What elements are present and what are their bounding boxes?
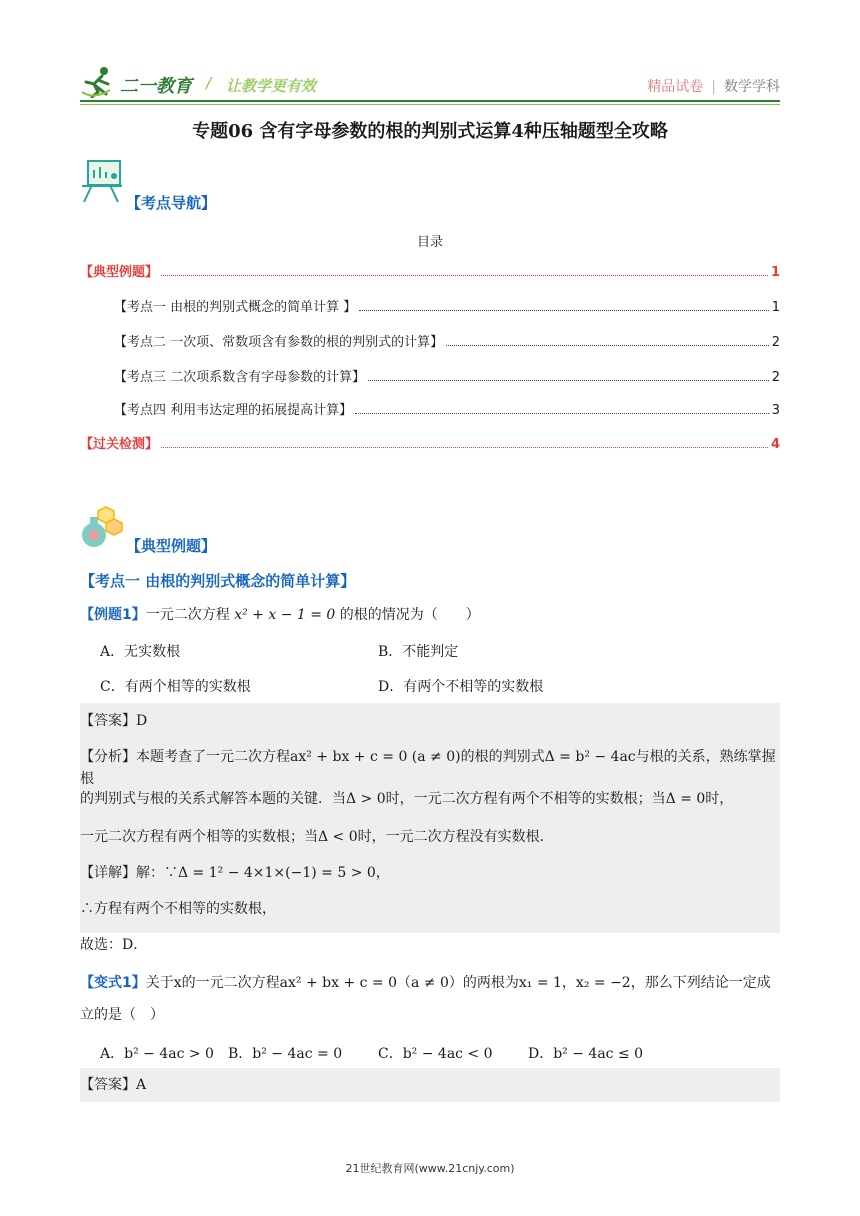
page-footer: 21世纪教育网(www.21cnjy.com)	[345, 1162, 515, 1175]
detail-tag: 【详解】	[80, 865, 136, 881]
toc-page: 2	[771, 370, 780, 385]
variant-1-stem-text: 关于x的一元二次方程ax² + bx + c = 0（a ≠ 0）的两根为x₁ = 1，x₂ = −2，那么下列结论一定成	[145, 975, 771, 991]
toc-row-point-3[interactable]	[80, 365, 780, 385]
header-tag-subject: 数学学科	[724, 79, 780, 95]
example-1-analysis-2: 的判别式与根的关系式解答本题的关键．当Δ > 0时，一元二次方程有两个不相等的实数根；当Δ = 0时，	[80, 791, 734, 807]
example-1-equation: x² + x − 1 = 0	[234, 607, 336, 623]
example-1-detail-3: 故选：D．	[80, 937, 148, 953]
toc-label: 【考点三 二次项系数含有字母参数的计算】	[114, 370, 366, 385]
example-1-answer: 【答案】D	[80, 713, 148, 729]
brand-name: 二一教育	[120, 76, 192, 97]
toc-label: 【考点一 由根的判别式概念的简单计算 】	[114, 300, 357, 315]
brand-slogan: 让教学更有效	[226, 77, 317, 95]
example-1-option-a[interactable]: A．无实数根	[100, 644, 181, 660]
example-1-stem	[80, 604, 780, 626]
toc-label: 【考点二 一次项、常数项含有参数的根的判别式的计算】	[114, 335, 444, 350]
toc-row-point-2[interactable]	[80, 330, 780, 350]
analysis-tag: 【分析】	[80, 749, 136, 765]
variant-1-answer: 【答案】A	[80, 1077, 147, 1093]
toc-row-point-4[interactable]	[80, 398, 780, 418]
toc-page: 2	[771, 335, 780, 350]
variant-1-option-c[interactable]: C．b² − 4ac < 0	[378, 1046, 493, 1062]
example-1-stem-b: 的根的情况为（ ）	[339, 607, 480, 623]
analysis-text-1: 本题考查了一元二次方程ax² + bx + c = 0 (a ≠ 0)的根的判别式Δ = b² − 4ac与根的关系，熟练掌握根	[80, 749, 776, 787]
example-1-stem-a: 一元二次方程	[145, 607, 230, 623]
variant-1-stem-2: 立的是（ ）	[80, 1007, 164, 1023]
header-rule-thin	[80, 104, 780, 105]
toc-row-point-1[interactable]	[80, 295, 780, 315]
runner-logo-icon	[80, 66, 116, 98]
toc-page: 1	[770, 265, 780, 280]
toc-page: 3	[771, 403, 780, 418]
toc-leader	[355, 413, 769, 414]
toc-label: 【考点四 利用韦达定理的拓展提高计算】	[114, 403, 353, 418]
variant-1-tag: 【变式1】	[80, 975, 146, 991]
toc-title: 目录	[416, 235, 443, 250]
toc-leader	[446, 345, 769, 346]
toc-label: 【典型例题】	[80, 265, 159, 280]
presentation-board-icon	[80, 158, 124, 202]
header-rule	[80, 100, 780, 102]
examples-heading: 【典型例题】	[126, 537, 217, 555]
example-1-option-d[interactable]: D．有两个不相等的实数根	[378, 679, 544, 695]
flask-icon	[80, 505, 124, 549]
toc-leader	[359, 310, 768, 311]
toc-row-check[interactable]	[80, 432, 780, 452]
example-1-analysis-3: 一元二次方程有两个相等的实数根；当Δ < 0时，一元二次方程没有实数根．	[80, 829, 554, 845]
example-1-option-c[interactable]: C．有两个相等的实数根	[100, 679, 251, 695]
example-1-detail-1	[80, 862, 780, 884]
brand-slash: /	[206, 74, 212, 92]
header-right	[647, 76, 780, 96]
point-1-heading: 【考点一 由根的判别式概念的简单计算】	[80, 572, 356, 590]
toc-row-examples[interactable]	[80, 260, 780, 280]
toc-label: 【过关检测】	[80, 437, 159, 452]
nav-heading: 【考点导航】	[126, 194, 217, 212]
variant-1-option-d[interactable]: D．b² − 4ac ≤ 0	[528, 1046, 644, 1062]
header-separator: |	[711, 79, 716, 95]
example-1-tag: 【例题1】	[80, 607, 146, 623]
toc-leader	[161, 447, 768, 448]
example-1-option-b[interactable]: B．不能判定	[378, 644, 459, 660]
variant-1-option-a[interactable]: A．b² − 4ac > 0	[100, 1046, 214, 1062]
toc-page: 1	[771, 300, 780, 315]
toc-page: 4	[770, 437, 780, 452]
header-tag-paper: 精品试卷	[647, 79, 704, 95]
page-title: 专题06 含有字母参数的根的判别式运算4种压轴题型全攻略	[192, 121, 668, 142]
toc-leader	[161, 275, 768, 276]
detail-text-1: 解：∵Δ = 1² − 4×1×(−1) = 5 > 0，	[136, 865, 390, 881]
example-1-detail-2: ∴方程有两个不相等的实数根，	[80, 901, 276, 917]
variant-1-stem-1	[80, 972, 780, 994]
toc-leader	[368, 380, 769, 381]
example-1-analysis-1	[80, 746, 780, 790]
variant-1-option-b[interactable]: B．b² − 4ac = 0	[228, 1046, 343, 1062]
